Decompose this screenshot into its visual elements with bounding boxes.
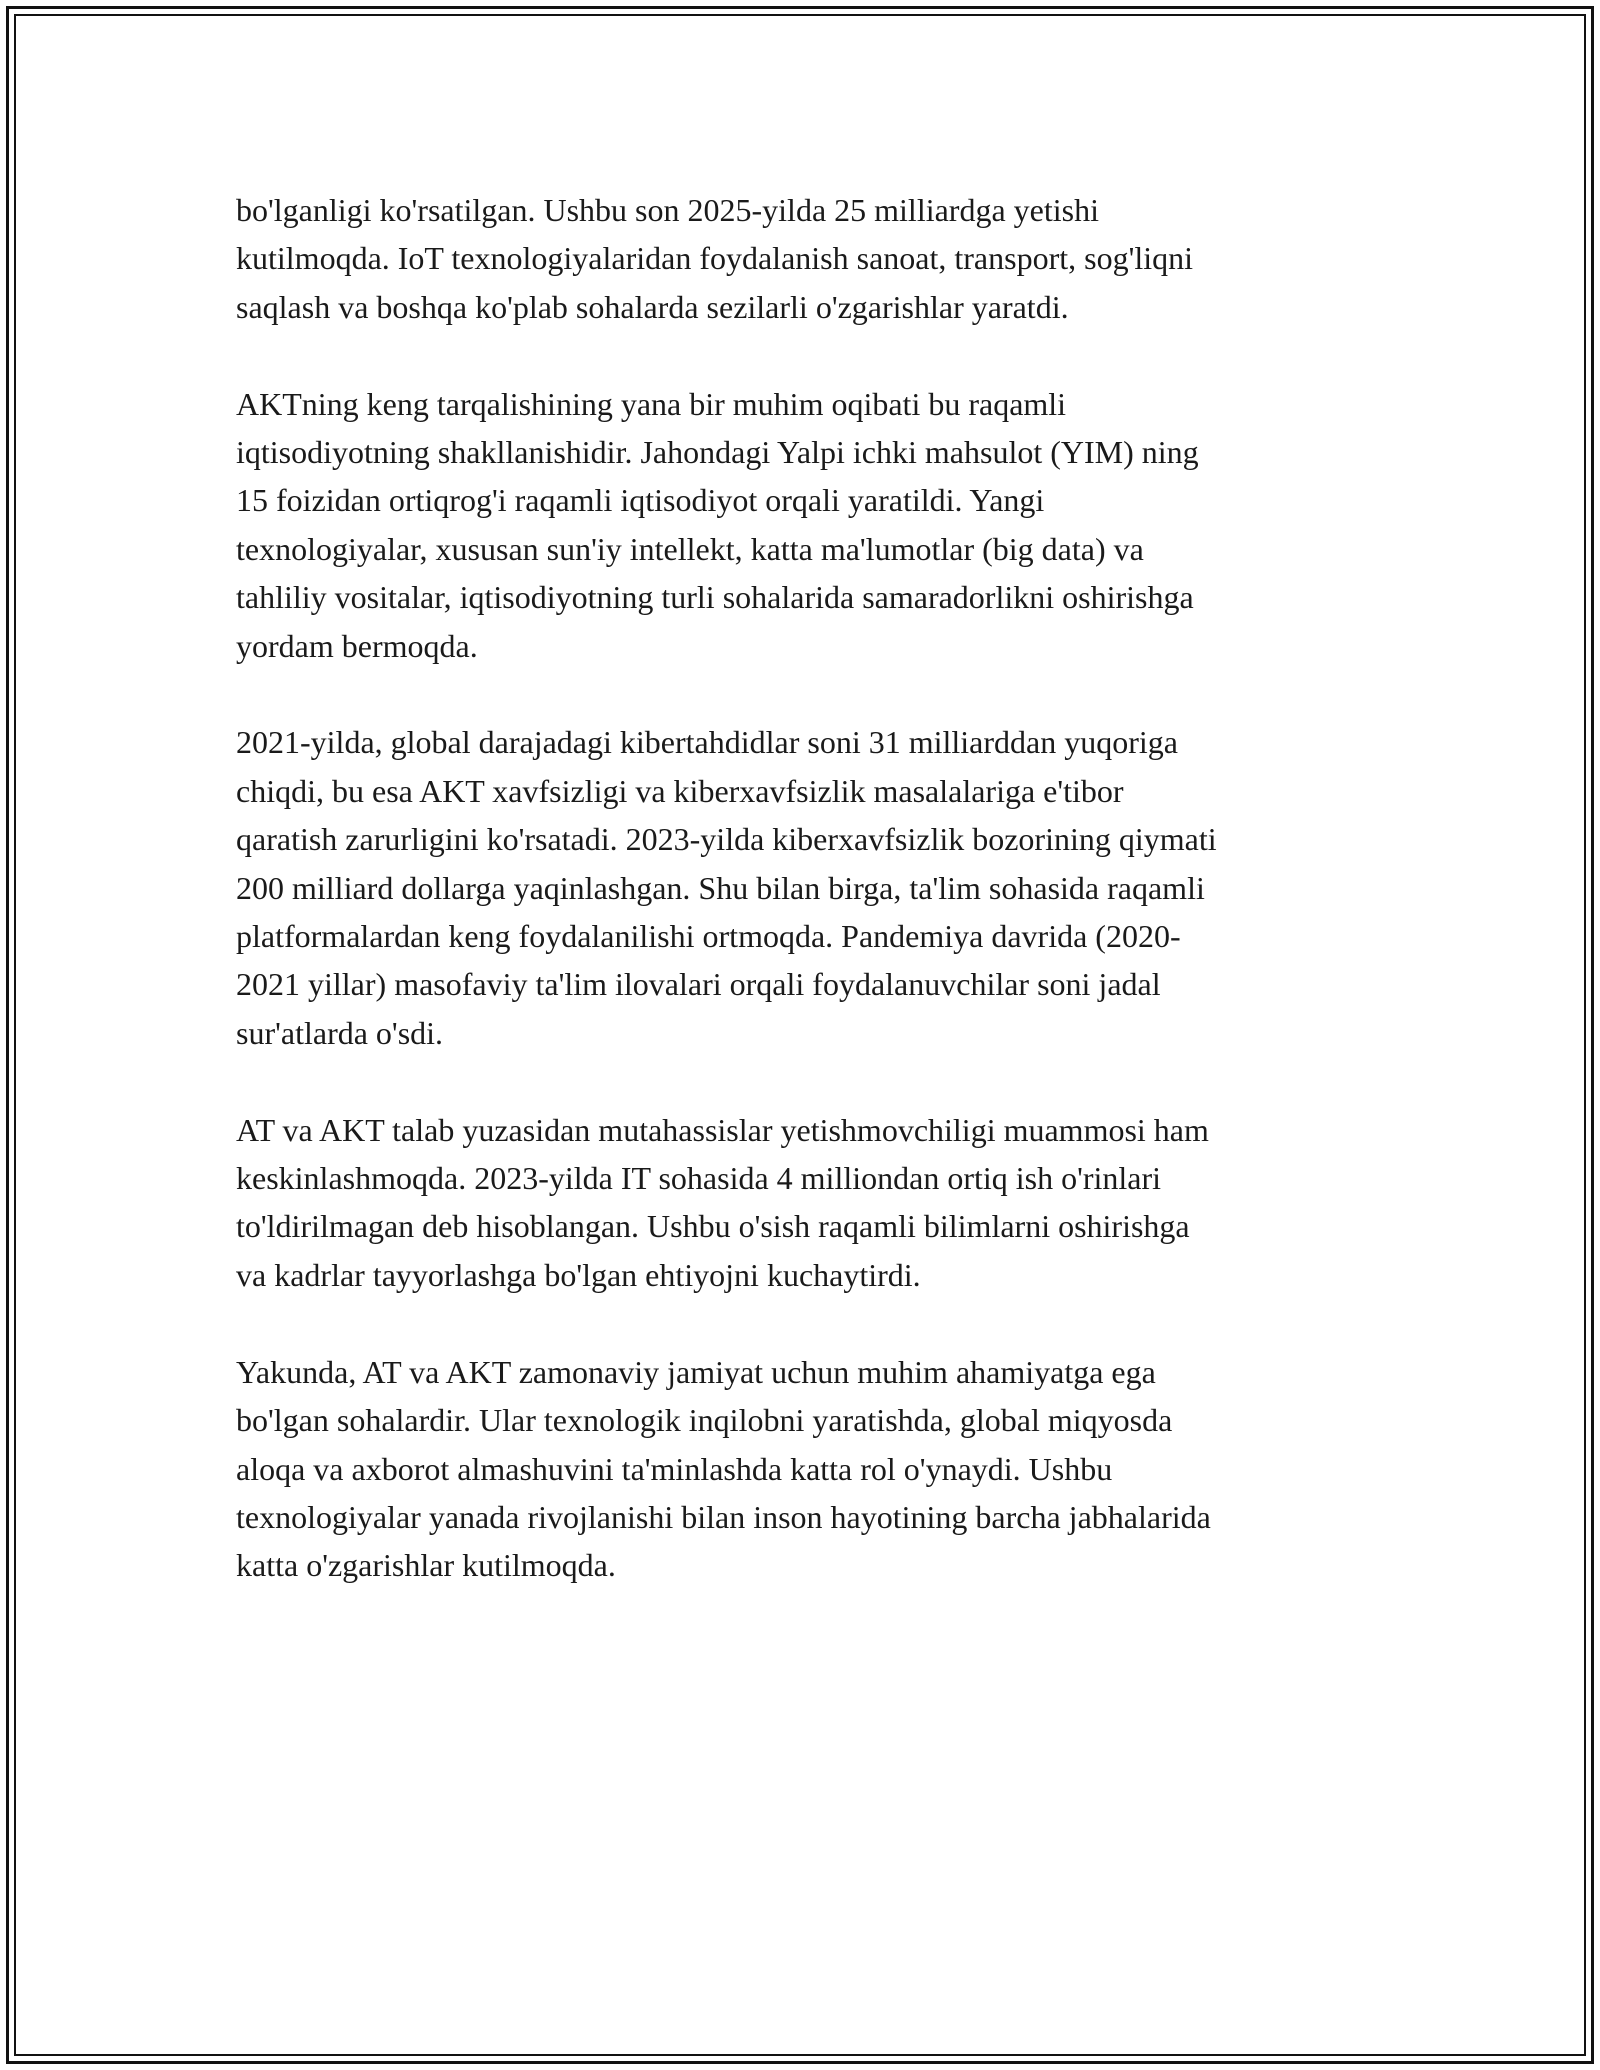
paragraph-conclusion: Yakunda, AT va AKT zamonaviy jamiyat uchun muhim ahamiyatga ega bo'lgan sohalardir. Ular texnologik inqilobni yaratishda, global miqyosda aloqa va axborot almashuvini ta'minlashda katta rol o'ynaydi. Ushbu texnologiyalar yanada rivojlanishi bilan inson hayotining barcha jabhalarida katta o'zgarishlar kutilmoqda. bbox=[236, 1353, 1211, 1584]
paragraph-specialist-shortage: AT va AKT talab yuzasidan mutahassislar yetishmovchiligi muammosi ham keskinlashmoqda. 2023-yilda IT sohasida 4 milliondan ortiq ish o'rinlari to'ldirilmagan deb hisoblangan. Ushbu o'sish raqamli bilimlarni oshirishga va kadrlar tayyorlashga bo'lgan ehtiyojni kuchaytirdi. bbox=[236, 1111, 1209, 1293]
paragraph-cybersecurity: 2021-yilda, global darajadagi kibertahdidlar soni 31 milliarddan yuqoriga chiqdi, bu esa AKT xavfsizligi va kiberxavfsizlik masalalariga e'tibor qaratish zarurligini ko'rsatadi. 2023-yilda kiberxavfsizlik bozorining qiymati 200 milliard dollarga yaqinlashgan. Shu bilan birga, ta'lim sohasida raqamli platformalardan keng foydalanilishi ortmoqda. Pandemiya davrida (2020- 2021 yillar) masofaviy ta'lim ilovalari orqali foydalanuvchilar soni jadal sur'atlarda o'sdi. bbox=[236, 724, 1217, 1051]
paragraph-digital-economy: AKTning keng tarqalishining yana bir muhim oqibati bu raqamli iqtisodiyotning shakllanishidir. Jahondagi Yalpi ichki mahsulot (YIM) ning 15 foizidan ortiqrog'i raqamli iqtisodiyot orqali yaratildi. Yangi texnologiyalar, xususan sun'iy intellekt, katta ma'lumotlar (big data) va tahliliy vositalar, iqtisodiyotning turli sohalarida samaradorlikni oshirishga yordam bermoqda. bbox=[236, 385, 1199, 664]
paragraph-iot: bo'lganligi ko'rsatilgan. Ushbu son 2025-yilda 25 milliardga yetishi kutilmoqda. IoT texnologiyalaridan foydalanish sanoat, transport, sog'liqni saqlash va boshqa ko'plab sohalarda sezilarli o'zgarishlar yaratdi. bbox=[236, 192, 1193, 325]
document-body bbox=[236, 186, 1371, 1590]
